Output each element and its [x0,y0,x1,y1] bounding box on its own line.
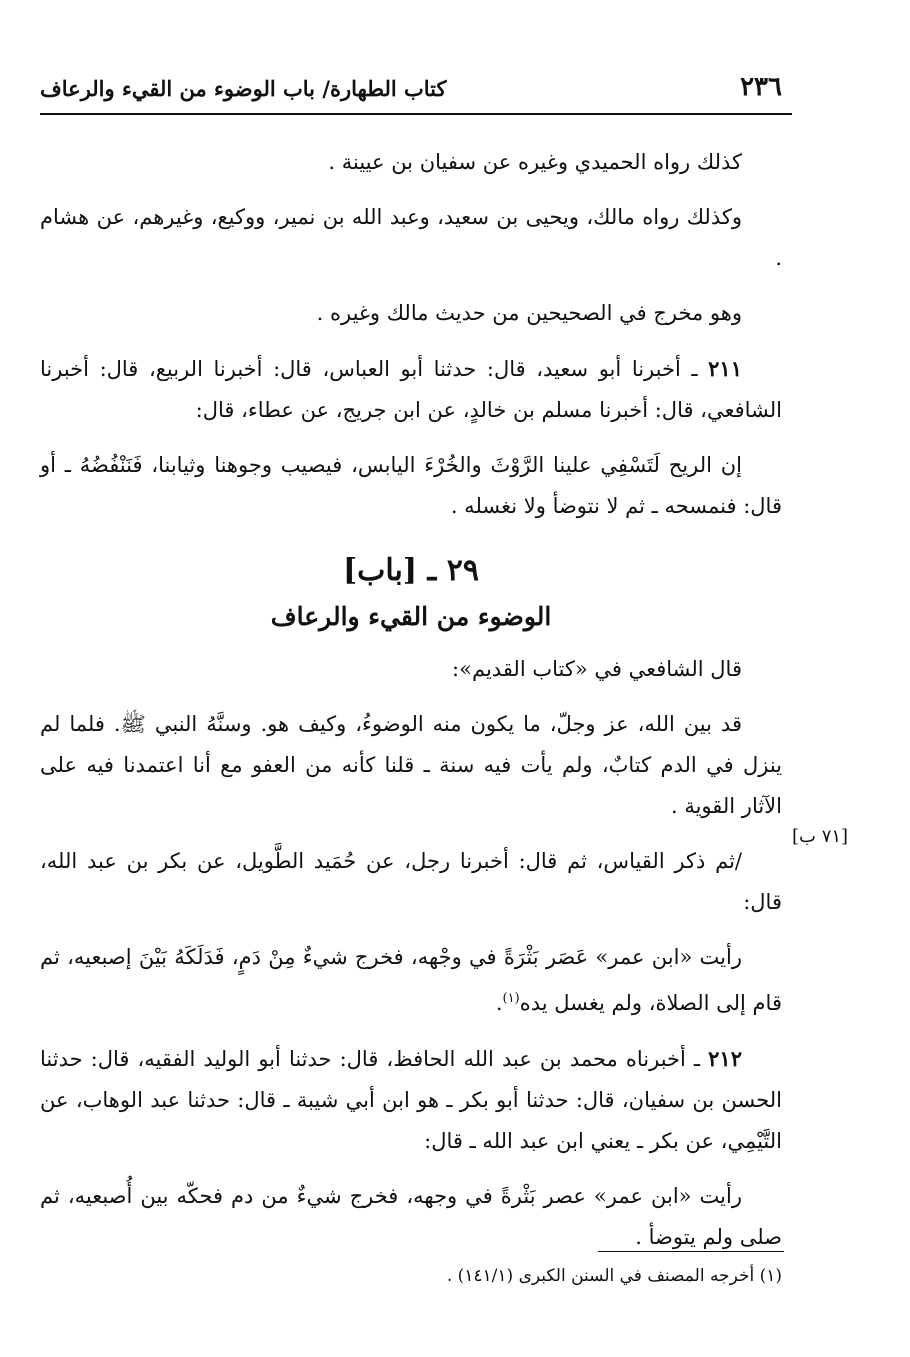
paragraph: قال الشافعي في «كتاب القديم»: [452,657,742,681]
paragraph: وكذلك رواه مالك، ويحيى بن سعيد، وعبد الله بن نمير، ووكيع، وغيرهم، عن هشام . [40,205,782,270]
page-body [40,142,782,1272]
header-rule [40,113,792,115]
paragraph: كذلك رواه الحميدي وغيره عن سفيان بن عيينة . [328,150,742,174]
chapter-subtitle: الوضوء من القيء والرعاف [270,602,552,631]
paragraph: إن الريح لَتَسْفِي علينا الرَّوْثَ والخُرْءَ اليابس، فيصيب وجوهنا وثيابنا، فَنَنْفُضُهُ ـ أو قال: فنمسحه ـ ثم لا نتوضأ ولا نغسله . [40,453,782,518]
footnote: (١) أخرجه المصنف في السنن الكبرى (١٤١/١) . [446,1266,782,1286]
hadith-number: ٢١١ [708,356,742,381]
paragraph: رأيت «ابن عمر» عصر بَثْرةً في وجهه، فخرج شيءٌ من دم فحكّه بين أُصبعيه، ثم صلى ولم يتوضأ . [40,1184,782,1249]
hadith-212 [40,1038,782,1162]
paragraph: /ثم ذكر القياس، ثم قال: أخبرنا رجل، عن حُمَيد الطَّويل، عن بكر بن عبد الله، قال: [40,849,782,914]
hadith-text: ـ أخبرناه محمد بن عبد الله الحافظ، قال: حدثنا أبو الوليد الفقيه، قال: حدثنا الحسن بن سفيان، قال: حدثنا أبو بكر ـ هو ابن أبي شيبة ـ قال: حدثنا عبد الوهاب، عن التَّيْمِي، عن بكر ـ يعني ابن عبد الله ـ قال: [40,1047,782,1153]
paragraph: قد بين الله، عز وجلّ، ما يكون منه الوضوءُ، وكيف هو. وسنَّهُ النبي ﷺ. فلما لم ينزل في الدم كتابٌ، ولم يأت فيه سنة ـ قلنا كأنه من العفو مع أنا اعتمدنا فيه على الآثار القوية . [40,712,782,818]
footnote-ref: (١) [502,991,520,1006]
hadith-number: ٢١٢ [708,1046,742,1071]
hadith-211 [40,348,782,431]
chapter-title: ٢٩ ـ [باب] [342,553,480,588]
margin-note: [٧١ ب] [792,826,849,847]
hadith-text: ـ أخبرنا أبو سعيد، قال: حدثنا أبو العباس، قال: أخبرنا الربيع، قال: أخبرنا الشافعي، قال: أخبرنا مسلم بن خالدٍ، عن ابن جريج، عن عطاء، قال: [40,357,782,422]
footnote-rule [598,1251,784,1252]
running-title: كتاب الطهارة/ باب الوضوء من القيء والرعاف [40,76,447,101]
paragraph-text: رأيت «ابن عمر» عَصَر بَثْرَةً في وجْهه، فخرج شيءٌ مِنْ دَمٍ، فَدَلَكَهُ بَيْنَ إصبعيه، ثم قام إلى الصلاة، ولم يغسل يده [40,945,782,1015]
paragraph-with-footnote: رأيت «ابن عمر» عَصَر بَثْرَةً في وجْهه، فخرج شيءٌ مِنْ دَمٍ، فَدَلَكَهُ بَيْنَ إصبعيه، ثم قام إلى الصلاة، ولم يغسل يده$^{(١)}$. [40,945,782,1015]
page-header [40,72,782,112]
paragraph: وهو مخرج في الصحيحين من حديث مالك وغيره . [316,301,742,325]
page-number: ٢٣٦ [740,72,782,102]
